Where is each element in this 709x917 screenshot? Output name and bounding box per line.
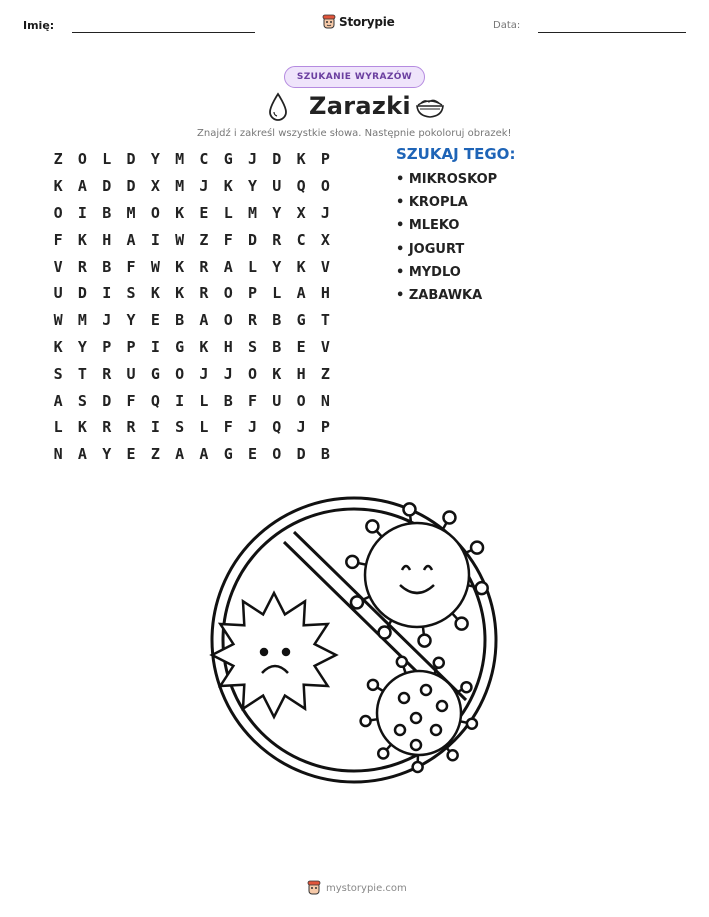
grid-letter[interactable]: B — [320, 445, 330, 464]
grid-letter[interactable]: B — [102, 257, 112, 276]
grid-letter[interactable]: M — [175, 177, 185, 196]
grid-letter[interactable]: L — [102, 150, 112, 169]
grid-letter[interactable]: D — [126, 177, 136, 196]
grid-letter[interactable]: E — [296, 337, 306, 356]
grid-letter[interactable]: R — [248, 311, 258, 330]
grid-letter[interactable]: C — [199, 150, 209, 169]
grid-letter[interactable]: J — [296, 418, 306, 437]
grid-letter[interactable]: F — [53, 230, 63, 249]
grid-letter[interactable]: R — [272, 230, 282, 249]
word-search-grid — [46, 146, 338, 468]
grid-letter[interactable]: R — [126, 418, 136, 437]
grid-letter[interactable]: J — [223, 364, 233, 383]
grid-letter[interactable]: A — [77, 445, 87, 464]
grid-letter[interactable]: A — [223, 257, 233, 276]
grid-letter[interactable]: P — [102, 337, 112, 356]
word-list — [396, 170, 497, 309]
grid-letter[interactable]: A — [77, 177, 87, 196]
grid-letter[interactable]: Z — [53, 150, 63, 169]
grid-letter[interactable]: X — [320, 230, 330, 249]
grid-letter[interactable]: G — [223, 150, 233, 169]
grid-letter[interactable]: J — [248, 150, 258, 169]
yogurt-bowl-icon — [415, 94, 445, 120]
word-item: • MIKROSKOP — [396, 172, 498, 187]
grid-letter[interactable]: Q — [296, 177, 306, 196]
grid-letter[interactable]: Z — [199, 230, 209, 249]
grid-letter[interactable]: G — [150, 364, 160, 383]
grid-letter[interactable]: A — [126, 230, 136, 249]
grid-letter[interactable]: K — [53, 337, 63, 356]
grid-letter[interactable]: I — [150, 230, 160, 249]
word-item: • KROPLA — [396, 195, 468, 211]
grid-letter[interactable]: Z — [320, 364, 330, 383]
grid-letter[interactable]: F — [223, 230, 233, 249]
water-drop-icon — [267, 92, 289, 122]
grid-letter[interactable]: N — [320, 391, 330, 410]
grid-letter[interactable]: J — [248, 418, 258, 437]
grid-letter[interactable]: S — [126, 284, 136, 303]
grid-letter[interactable]: G — [175, 337, 185, 356]
grid-letter[interactable]: K — [296, 150, 306, 169]
word-item: • MYDLO — [396, 264, 461, 280]
grid-letter[interactable]: D — [126, 150, 136, 169]
instructions: Znajdź i zakreśl wszystkie słowa. Następnie pokoloruj obrazek! — [197, 128, 512, 139]
date-label: Data: — [493, 20, 521, 31]
grid-letter[interactable]: J — [199, 177, 209, 196]
grid-letter[interactable]: E — [199, 203, 209, 222]
date-line — [538, 32, 686, 33]
grid-letter[interactable]: P — [320, 418, 330, 437]
page-title: Zarazki — [309, 92, 411, 120]
grid-letter[interactable]: U — [53, 284, 63, 303]
grid-letter[interactable]: G — [296, 311, 306, 330]
grid-letter[interactable]: K — [223, 177, 233, 196]
grid-letter[interactable]: V — [53, 257, 63, 276]
grid-letter[interactable]: B — [102, 203, 112, 222]
grid-letter[interactable]: D — [272, 150, 282, 169]
germs-coloring-illustration — [204, 490, 506, 792]
grid-letter[interactable]: Y — [77, 337, 87, 356]
grid-letter[interactable]: O — [223, 311, 233, 330]
grid-letter[interactable]: Y — [126, 311, 136, 330]
grid-letter[interactable]: K — [77, 230, 87, 249]
grid-letter[interactable]: L — [199, 391, 209, 410]
grid-letter[interactable]: X — [150, 177, 160, 196]
grid-letter[interactable]: F — [126, 391, 136, 410]
grid-letter[interactable]: I — [150, 418, 160, 437]
grid-letter[interactable]: L — [199, 418, 209, 437]
grid-letter[interactable]: O — [175, 364, 185, 383]
grid-letter[interactable]: D — [77, 284, 87, 303]
grid-letter[interactable]: O — [223, 284, 233, 303]
brand-logo — [322, 13, 395, 31]
grid-letter[interactable]: R — [102, 364, 112, 383]
grid-letter[interactable]: P — [126, 337, 136, 356]
grid-letter[interactable]: A — [296, 284, 306, 303]
grid-letter[interactable]: Y — [150, 150, 160, 169]
grid-letter[interactable]: K — [53, 177, 63, 196]
grid-letter[interactable]: S — [53, 364, 63, 383]
grid-letter[interactable]: K — [296, 257, 306, 276]
grid-letter[interactable]: K — [150, 284, 160, 303]
grid-letter[interactable]: A — [199, 311, 209, 330]
footer-url: mystorypie.com — [326, 882, 407, 894]
name-label: Imię: — [23, 19, 55, 32]
grid-letter[interactable]: K — [199, 337, 209, 356]
grid-letter[interactable]: F — [223, 418, 233, 437]
grid-letter[interactable]: D — [102, 177, 112, 196]
grid-letter[interactable]: W — [150, 257, 160, 276]
brand-name: Storypie — [339, 15, 395, 29]
name-line — [72, 32, 255, 33]
grid-letter[interactable]: W — [175, 230, 185, 249]
grid-letter[interactable]: M — [77, 311, 87, 330]
word-item: • MLEKO — [396, 218, 460, 234]
storypie-mascot-icon — [307, 880, 321, 896]
dotted-virus-icon — [361, 657, 477, 772]
grid-letter[interactable]: D — [248, 230, 258, 249]
grid-letter[interactable]: L — [248, 257, 258, 276]
grid-letter[interactable]: I — [150, 337, 160, 356]
grid-letter[interactable]: O — [77, 150, 87, 169]
storypie-mascot-icon — [322, 14, 336, 30]
grid-letter[interactable]: S — [175, 418, 185, 437]
grid-letter[interactable]: H — [320, 284, 330, 303]
grid-letter[interactable]: E — [126, 445, 136, 464]
grid-letter[interactable]: R — [199, 284, 209, 303]
grid-letter[interactable]: M — [248, 203, 258, 222]
grid-letter[interactable]: P — [248, 284, 258, 303]
grid-letter[interactable]: Y — [248, 177, 258, 196]
grid-letter[interactable]: K — [175, 284, 185, 303]
sad-germ-icon — [212, 593, 336, 717]
grid-letter[interactable]: B — [223, 391, 233, 410]
grid-letter[interactable]: A — [199, 445, 209, 464]
grid-letter[interactable]: Y — [102, 445, 112, 464]
category-badge: SZUKANIE WYRAZÓW — [284, 66, 425, 88]
grid-letter[interactable]: O — [296, 391, 306, 410]
grid-letter[interactable]: H — [223, 337, 233, 356]
grid-letter[interactable]: K — [175, 257, 185, 276]
grid-letter[interactable]: O — [248, 364, 258, 383]
grid-letter[interactable]: O — [150, 203, 160, 222]
grid-letter[interactable]: B — [175, 311, 185, 330]
grid-letter[interactable]: Y — [272, 203, 282, 222]
grid-letter[interactable]: E — [150, 311, 160, 330]
grid-letter[interactable]: F — [248, 391, 258, 410]
grid-letter[interactable]: S — [248, 337, 258, 356]
grid-letter[interactable]: O — [272, 445, 282, 464]
grid-letter[interactable]: J — [320, 203, 330, 222]
grid-letter[interactable]: K — [77, 418, 87, 437]
grid-letter[interactable]: T — [320, 311, 330, 330]
grid-letter[interactable]: C — [296, 230, 306, 249]
grid-letter[interactable]: T — [77, 364, 87, 383]
grid-letter[interactable]: H — [102, 230, 112, 249]
grid-letter[interactable]: D — [102, 391, 112, 410]
grid-letter[interactable]: R — [102, 418, 112, 437]
grid-letter[interactable]: L — [223, 203, 233, 222]
word-item: • ZABAWKA — [396, 287, 483, 303]
grid-letter[interactable]: A — [175, 445, 185, 464]
grid-letter[interactable]: E — [248, 445, 258, 464]
grid-letter[interactable]: V — [320, 337, 330, 356]
grid-letter[interactable]: Q — [150, 391, 160, 410]
grid-letter[interactable]: N — [53, 445, 63, 464]
grid-letter[interactable]: M — [126, 203, 136, 222]
word-list-title: SZUKAJ TEGO: — [396, 145, 516, 163]
grid-letter[interactable]: G — [223, 445, 233, 464]
grid-letter[interactable]: R — [199, 257, 209, 276]
grid-letter[interactable]: P — [320, 150, 330, 169]
grid-letter[interactable]: J — [199, 364, 209, 383]
grid-letter[interactable]: R — [77, 257, 87, 276]
grid-letter[interactable]: U — [272, 391, 282, 410]
grid-letter[interactable]: X — [296, 203, 306, 222]
grid-letter[interactable]: O — [320, 177, 330, 196]
grid-letter[interactable]: Q — [272, 418, 282, 437]
word-item: • JOGURT — [396, 241, 465, 257]
grid-letter[interactable]: H — [296, 364, 306, 383]
grid-letter[interactable]: U — [126, 364, 136, 383]
grid-letter[interactable]: M — [175, 150, 185, 169]
grid-letter[interactable]: D — [296, 445, 306, 464]
grid-letter[interactable]: S — [77, 391, 87, 410]
grid-letter[interactable]: V — [320, 257, 330, 276]
grid-letter[interactable]: W — [53, 311, 63, 330]
grid-letter[interactable]: Y — [272, 257, 282, 276]
grid-letter[interactable]: K — [175, 203, 185, 222]
grid-letter[interactable]: O — [53, 203, 63, 222]
grid-letter[interactable]: U — [272, 177, 282, 196]
grid-letter[interactable]: B — [272, 337, 282, 356]
grid-letter[interactable]: B — [272, 311, 282, 330]
grid-letter[interactable]: Z — [150, 445, 160, 464]
grid-letter[interactable]: I — [77, 203, 87, 222]
grid-letter[interactable]: L — [53, 418, 63, 437]
grid-letter[interactable]: I — [102, 284, 112, 303]
footer — [307, 880, 407, 896]
grid-letter[interactable]: F — [126, 257, 136, 276]
grid-letter[interactable]: I — [175, 391, 185, 410]
grid-letter[interactable]: L — [272, 284, 282, 303]
grid-letter[interactable]: K — [272, 364, 282, 383]
grid-letter[interactable]: A — [53, 391, 63, 410]
grid-letter[interactable]: J — [102, 311, 112, 330]
